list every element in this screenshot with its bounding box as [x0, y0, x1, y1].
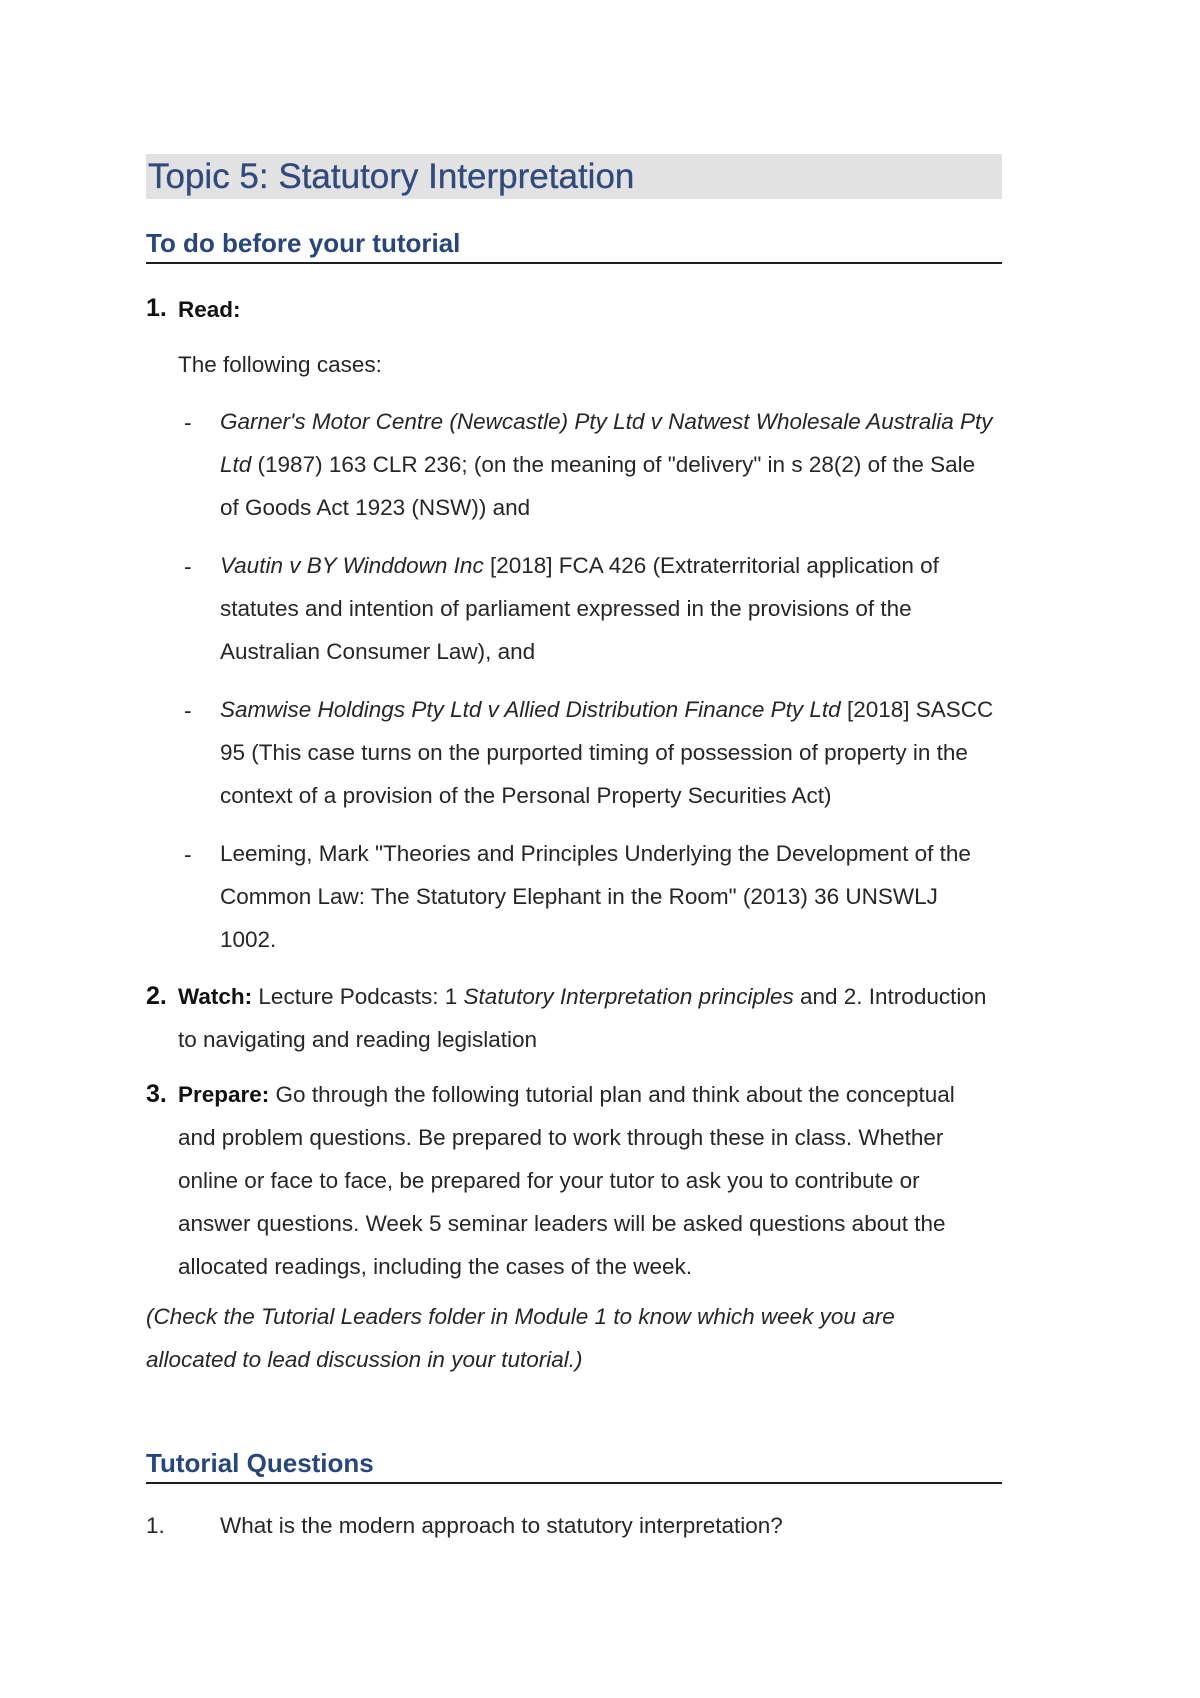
tutorial-leaders-note — [146, 1295, 1062, 1381]
watch-text-line2: to navigating and reading legislation — [178, 1027, 538, 1052]
case-name-cont: Ltd — [220, 452, 252, 477]
list-dash: - — [184, 698, 192, 723]
page-title: Topic 5: Statutory Interpretation — [148, 157, 635, 196]
reading-title-cont: Common Law: The Statutory Elephant in the Room" (2013) 36 UNSWLJ — [220, 884, 938, 909]
watch-text-cont: and 2. Introduction — [793, 984, 987, 1009]
prepare-text: Go through the following tutorial plan and think about the conceptual — [269, 1082, 955, 1107]
prepare-text-line4: answer questions. Week 5 seminar leaders will be asked questions about the — [178, 1211, 946, 1236]
case-description: 95 (This case turns on the purported timing of possession of property in the — [220, 740, 968, 765]
note-line1: (Check the Tutorial Leaders folder in Module 1 to know which week you are — [146, 1304, 895, 1329]
podcast-title: Statutory Interpretation principles — [463, 984, 794, 1009]
section-heading-text: To do before your tutorial — [146, 228, 461, 258]
case-item-vautin — [220, 544, 1062, 673]
watch-label: Watch: — [178, 984, 253, 1009]
watch-text: Lecture Podcasts: 1 — [252, 984, 464, 1009]
case-citation: (1987) 163 CLR 236; (on the meaning of "delivery" in s 28(2) of the Sale — [251, 452, 976, 477]
case-description: statutes and intention of parliament expressed in the provisions of the — [220, 596, 912, 621]
list-dash: - — [184, 410, 192, 435]
section-heading-tutorial-questions — [146, 1446, 1002, 1484]
question-text: What is the modern approach to statutory interpretation? — [220, 1513, 783, 1538]
reading-citation: 1002. — [220, 927, 277, 952]
read-label — [178, 288, 241, 331]
question-number: 1. — [146, 1513, 165, 1538]
list-number-watch: 2. — [146, 982, 167, 1010]
list-dash: - — [184, 842, 192, 867]
case-description-cont: Australian Consumer Law), and — [220, 639, 536, 664]
note-line2: allocated to lead discussion in your tutorial.) — [146, 1347, 583, 1372]
case-description: of Goods Act 1923 (NSW)) and — [220, 495, 531, 520]
list-dash: - — [184, 554, 192, 579]
reading-item-leeming — [220, 832, 1062, 961]
prepare-item — [178, 1073, 1062, 1288]
case-item-garner — [220, 400, 1062, 529]
list-number-prepare: 3. — [146, 1080, 167, 1108]
prepare-text-line3: online or face to face, be prepared for your tutor to ask you to contribute or — [178, 1168, 920, 1193]
case-name: Garner's Motor Centre (Newcastle) Pty Ltd v Natwest Wholesale Australia Pty — [220, 409, 993, 434]
prepare-label: Prepare: — [178, 1082, 270, 1107]
read-intro: The following cases: — [178, 352, 382, 377]
prepare-text-line5: allocated readings, including the cases of the week. — [178, 1254, 693, 1279]
read-label-text: Read: — [178, 297, 241, 322]
reading-title: Leeming, Mark "Theories and Principles Underlying the Development of the — [220, 841, 971, 866]
watch-item — [178, 975, 1062, 1061]
case-citation: [2018] FCA 426 (Extraterritorial application of — [483, 553, 939, 578]
case-description-cont: context of a provision of the Personal Property Securities Act) — [220, 783, 832, 808]
case-item-samwise — [220, 688, 1062, 817]
title-bar — [146, 154, 1002, 199]
case-name: Samwise Holdings Pty Ltd v Allied Distribution Finance Pty Ltd — [220, 697, 841, 722]
section-heading-before-tutorial — [146, 226, 1002, 264]
prepare-text-line2: and problem questions. Be prepared to work through these in class. Whether — [178, 1125, 944, 1150]
case-citation: [2018] SASCC — [840, 697, 994, 722]
section-heading-text: Tutorial Questions — [146, 1448, 374, 1478]
list-number-read: 1. — [146, 294, 167, 322]
case-name: Vautin v BY Winddown Inc — [220, 553, 484, 578]
